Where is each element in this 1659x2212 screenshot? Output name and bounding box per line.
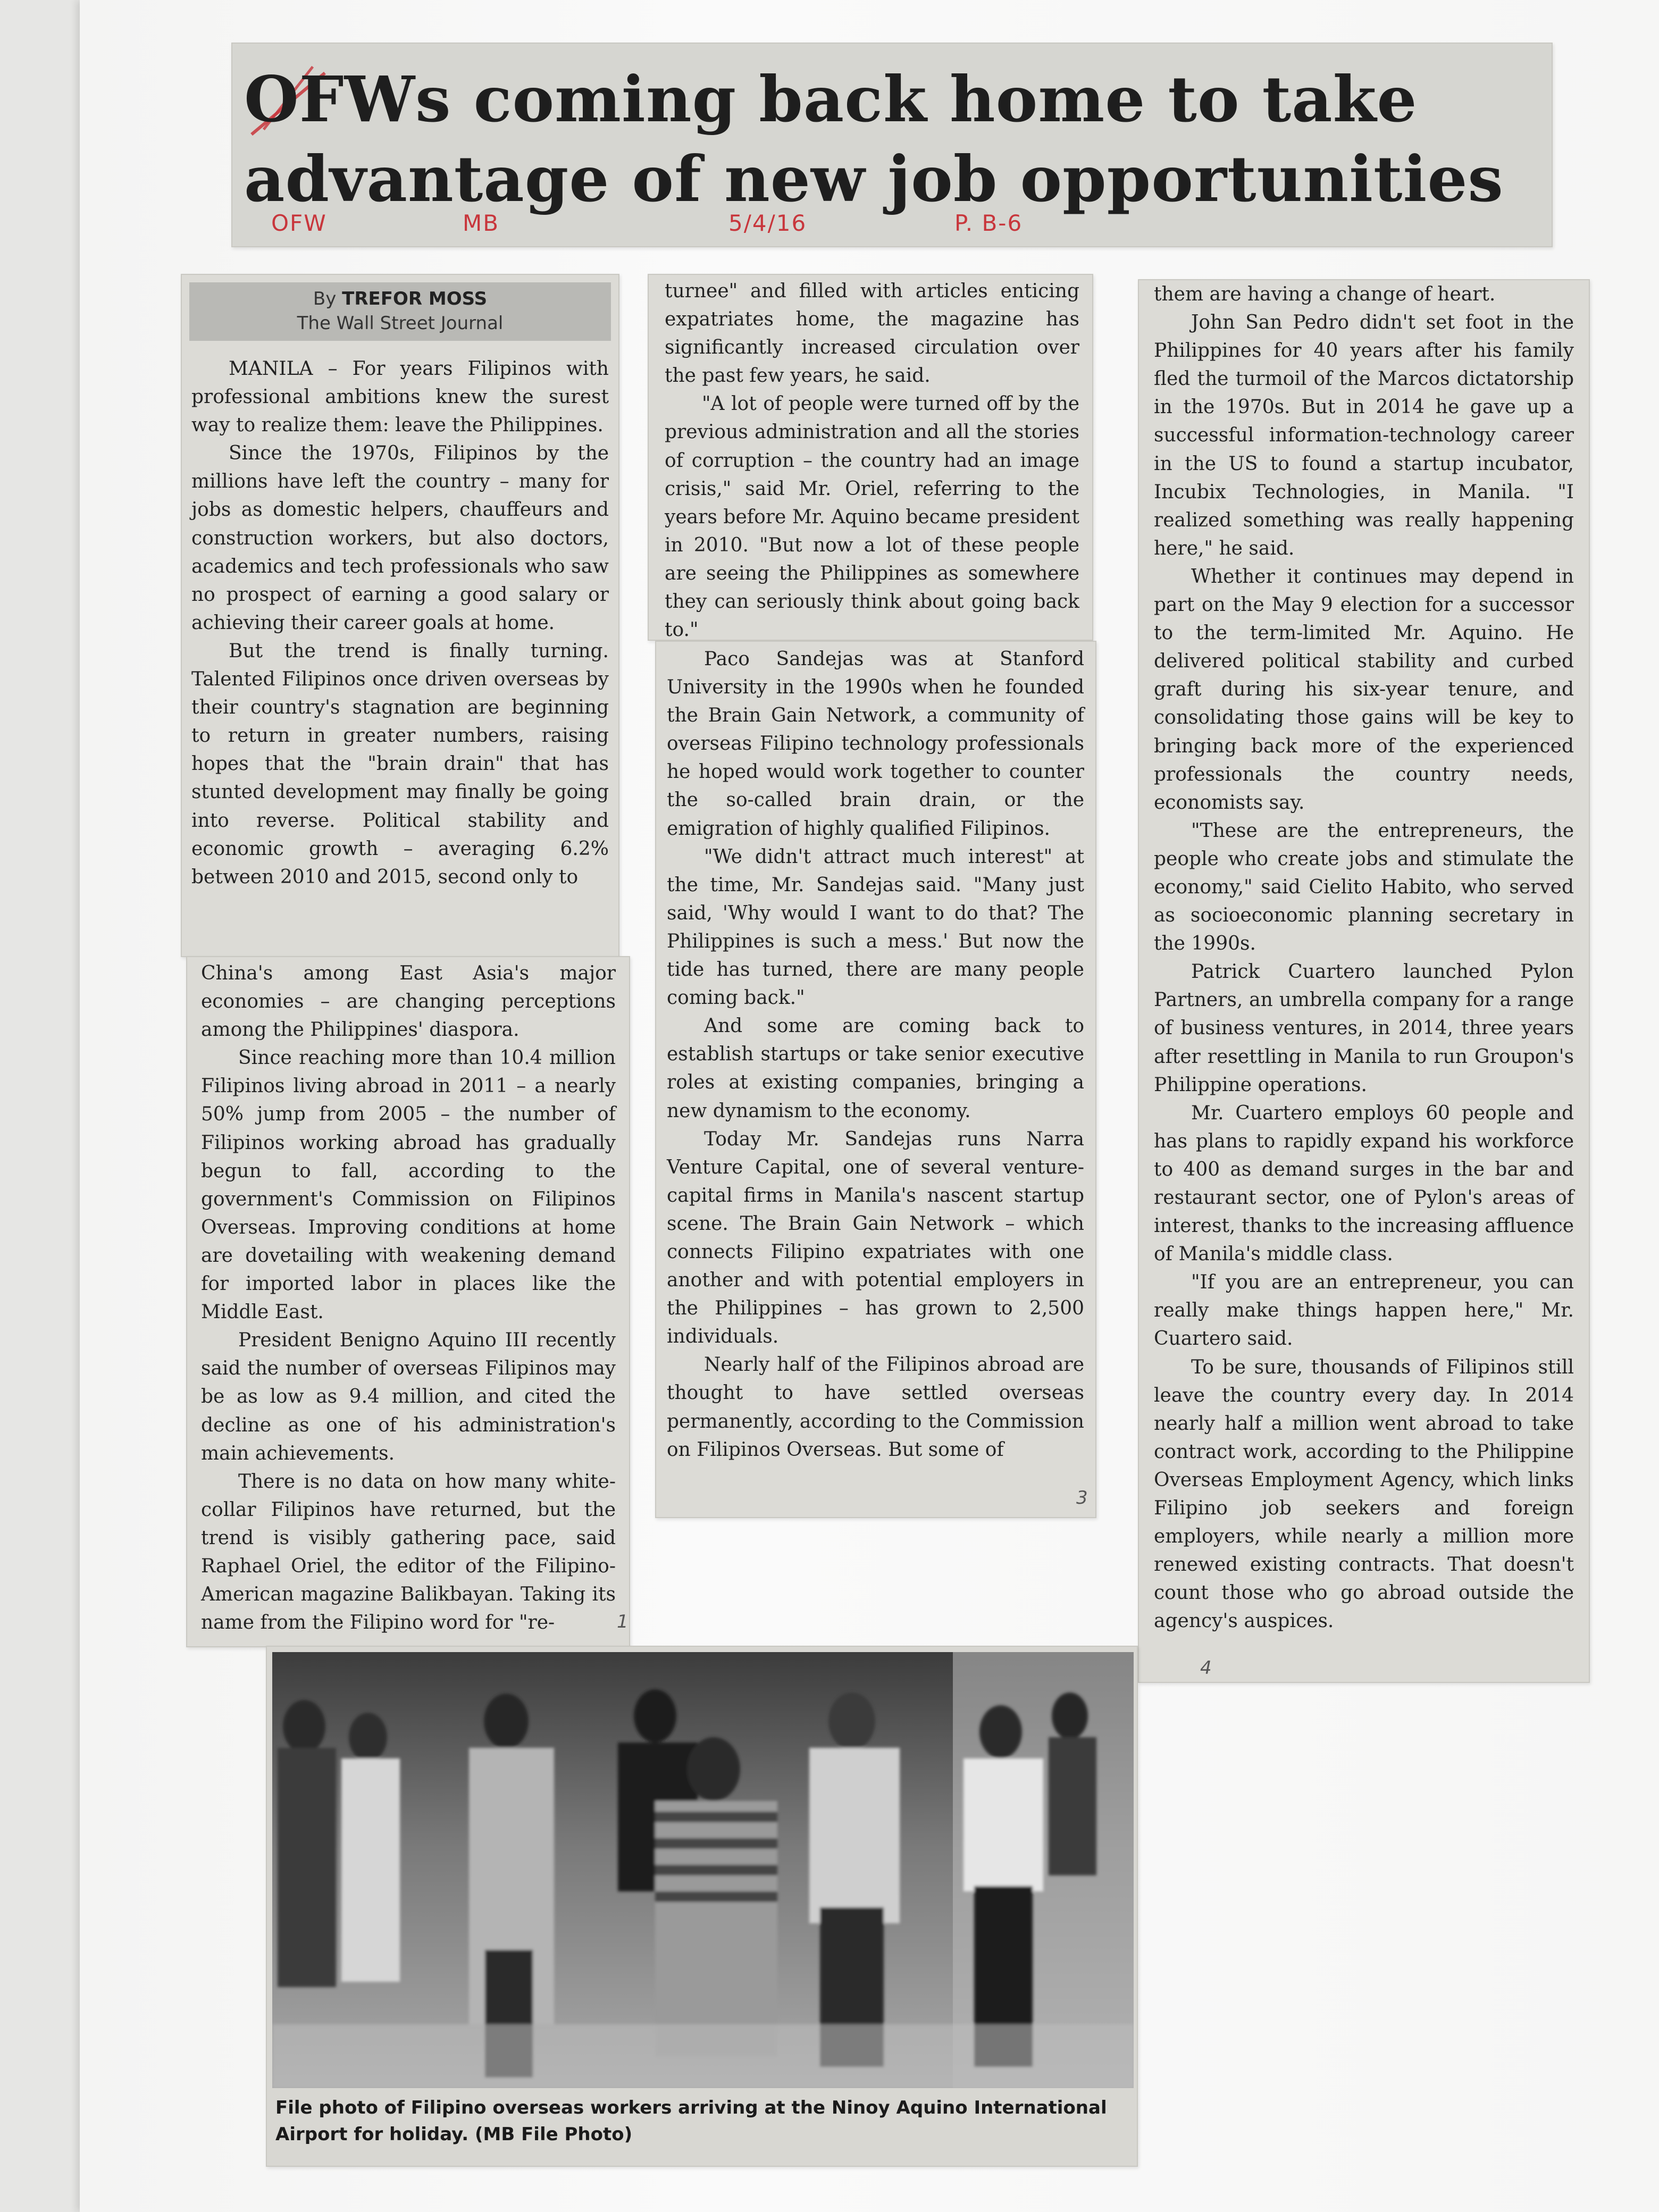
paragraph: President Benigno Aquino III recently said the number of overseas Filipinos may be as low as 9.4 million, and cited the decline as one of his administration's main achievements. — [201, 1329, 616, 1464]
paragraph: There is no data on how many white-collar Filipinos have returned, but the trend is visibly gathering pace, said Raphael Oriel, the editor of the Filipino-American magazine Balikbayan. Taking its name from the Filipino word for "re- — [201, 1470, 616, 1634]
paragraph: Mr. Cuartero employs 60 people and has plans to rapidly expand his workforce to 400 as demand surges in the bar and restaurant sector, one of Pylon's areas of interest, thanks to the increasing affluence of Manila's middle class. — [1154, 1102, 1574, 1266]
column-2-bottom-clipping — [655, 641, 1096, 1518]
photo-crowd-airport — [272, 1652, 1134, 2088]
column-2-top-clipping — [648, 274, 1093, 641]
paragraph: MANILA – For years Filipinos with professional ambitions knew the surest way to realize them: leave the Philippines. — [191, 358, 609, 437]
paragraph: Nearly half of the Filipinos abroad are thought to have settled overseas permanently, according to the Commission on Filipinos Overseas. But some of — [667, 1354, 1084, 1461]
photo-clipping — [266, 1646, 1138, 2167]
headline-clipping — [231, 43, 1553, 247]
photo-caption: File photo of Filipino overseas workers arriving at the Ninoy Aquino International Airport for holiday. (MB File Photo) — [275, 2097, 1107, 2145]
paragraph: them are having a change of heart. — [1154, 283, 1496, 305]
annotation-mb: MB — [463, 210, 500, 236]
paragraph: "These are the entrepreneurs, the people who create jobs and stimulate the economy," said Cielito Habito, who served as socioeconomic planning secretary in the 1990s. — [1154, 819, 1574, 955]
column-1-bottom-clipping — [186, 956, 630, 1647]
paragraph: turnee" and filled with articles enticing expatriates home, the magazine has significantly increased circulation over the past few years, he said. — [665, 280, 1079, 387]
headline-title: OFWs coming back home to take advantage of new job opportunities — [244, 62, 1504, 216]
page-mark-1: 1 — [617, 1611, 629, 1632]
byline-outlet: The Wall Street Journal — [297, 313, 504, 334]
annotation-ofw: OFW — [271, 210, 327, 236]
paragraph: Paco Sandejas was at Stanford University in the 1990s when he founded the Brain Gain Network, a community of overseas Filipino technology professionals he hoped would work together to counter the so-called brain drain, or the emigration of highly qualified Filipinos. — [667, 648, 1084, 840]
column-1a-text — [191, 355, 609, 891]
paragraph: "We didn't attract much interest" at the time, Mr. Sandejas said. "Many just said, 'Why would I want to do that? The Philippines is such a mess.' But now the tide has turned, there are many people coming back." — [667, 845, 1084, 1009]
column-3-text — [1154, 280, 1574, 1636]
paragraph: Since reaching more than 10.4 million Filipinos living abroad in 2011 – a nearly 50% jump from 2005 – the number of Filipinos working abroad has gradually begun to fall, according to the government's Commission on Filipinos Overseas. Improving conditions at home are dovetailing with weakening demand for imported labor in places like the Middle East. — [201, 1047, 616, 1323]
byline-prefix: By — [313, 288, 337, 309]
annotation-date: 5/4/16 — [728, 210, 807, 236]
paragraph: "If you are an entrepreneur, you can really make things happen here," Mr. Cuartero said. — [1154, 1271, 1574, 1350]
page-mark-2: 3 — [1076, 1487, 1088, 1509]
byline — [189, 282, 611, 341]
column-1b-text — [201, 959, 616, 1637]
paragraph: China's among East Asia's major economies – are changing perceptions among the Philippines' diaspora. — [201, 962, 616, 1041]
paragraph: Today Mr. Sandejas runs Narra Venture Capital, one of several venture-capital firms in Manila's nascent startup scene. The Brain Gain Network – which connects Filipino expatriates with one another and with potential employers in the Philippines – has grown to 2,500 individuals. — [667, 1128, 1084, 1348]
paragraph: But the trend is finally turning. Talented Filipinos once driven overseas by their country's stagnation are beginning to return in greater numbers, raising hopes that the "brain drain" that has stunted development may finally be going into reverse. Political stability and economic growth – averaging 6.2% between 2010 and 2015, second only to — [191, 640, 609, 888]
paragraph: Since the 1970s, Filipinos by the millions have left the country – many for jobs as domestic helpers, chauffeurs and construction workers, but also doctors, academics and tech professionals who saw no prospect of earning a good salary or achieving their career goals at home. — [191, 442, 609, 634]
paragraph: And some are coming back to establish startups or take senior executive roles at existing companies, bringing a new dynamism to the economy. — [667, 1015, 1084, 1122]
paragraph: "A lot of people were turned off by the previous administration and all the stories of corruption – the country had an image crisis," said Mr. Oriel, referring to the years before Mr. Aquino became president in 2010. "But now a lot of these people are seeing the Philippines as somewhere they can seriously think about going back to." — [665, 393, 1079, 641]
paragraph: Patrick Cuartero launched Pylon Partners, an umbrella company for a range of business ventures, in 2014, three years after resettling in Manila to run Groupon's Philippine operations. — [1154, 961, 1574, 1096]
paragraph: John San Pedro didn't set foot in the Philippines for 40 years after his family fled the turmoil of the Marcos dictatorship in the 1970s. But in 2014 he gave up a successful information-technology career in the US to found a startup incubator, Incubix Technologies, in Manila. "I realized something was really happening here," he said. — [1154, 312, 1574, 559]
column-1-top-clipping — [181, 274, 619, 957]
crowd-photo-image — [272, 1652, 1134, 2088]
paragraph: To be sure, thousands of Filipinos still leave the country every day. In 2014 nearly half a million went abroad to take contract work, according to the Philippine Overseas Employment Agency, which links Filipino job seekers and foreign employers, while nearly a million more renewed existing contracts. That doesn't count those who go abroad outside the agency's auspices. — [1154, 1356, 1574, 1632]
column-2a-text — [665, 277, 1079, 644]
column-2b-text — [667, 645, 1084, 1464]
annotation-page: P. B-6 — [954, 210, 1023, 236]
page-mark-4: 4 — [1200, 1657, 1212, 1679]
byline-author: TREFOR MOSS — [342, 288, 488, 309]
column-3-clipping — [1138, 279, 1590, 1683]
paragraph: Whether it continues may depend in part on the May 9 election for a successor to the term-limited Mr. Aquino. He delivered political stability and curbed graft during his six-year tenure, and consolidating those gains will be key to bringing back more of the experienced professionals the country needs, economists say. — [1154, 565, 1574, 814]
